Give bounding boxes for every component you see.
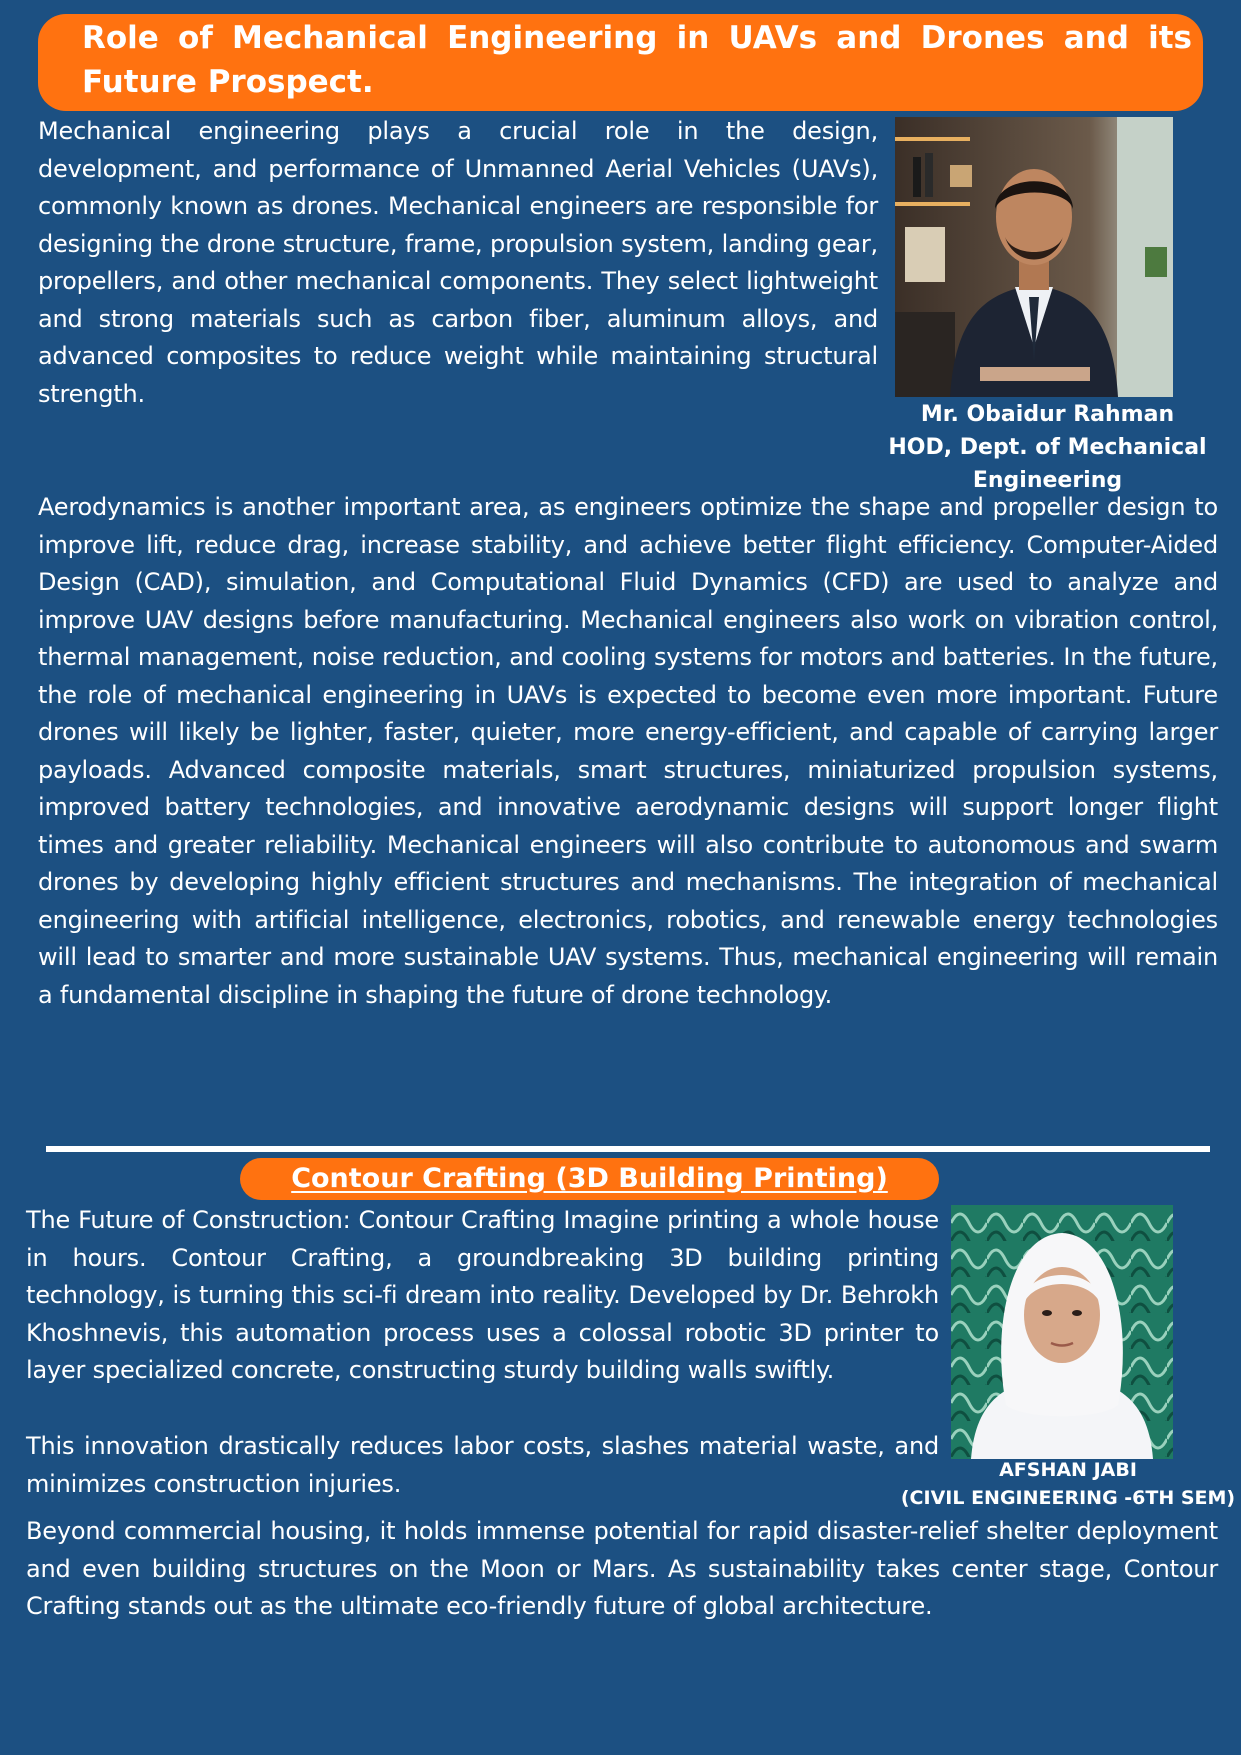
- author-role: HOD, Dept. of Mechanical Engineering: [888, 435, 1207, 493]
- section-divider: [46, 1146, 1210, 1152]
- author-photo-obaidur-rahman: [895, 117, 1173, 397]
- article1-paragraph-1: Mechanical engineering plays a crucial role in the design, development, and performance of Unmanned Aerial Vehicles (UAVs), commonly known as drones. Mechanical engineers are responsible for designing the drone structure, frame, propulsion system, landing gear, propellers, and other mechanical components. They select lightweight and strong materials such as carbon fiber, aluminum alloys, and advanced composites to reduce weight while maintaining structural strength.: [38, 117, 878, 408]
- article2-paragraph-2: This innovation drastically reduces labor costs, slashes material waste, and minimizes construction injuries.: [26, 1432, 939, 1498]
- author-role: (CIVIL ENGINEERING -6TH SEM): [900, 1487, 1236, 1509]
- article-title: Role of Mechanical Engineering in UAVs and Drones and its Future Prospect.: [82, 20, 1192, 100]
- author-photo-afshan-jabi: [951, 1205, 1173, 1459]
- author-name: AFSHAN JABI: [999, 1459, 1137, 1481]
- author2-caption: [888, 1456, 1241, 1512]
- author-name: Mr. Obaidur Rahman: [920, 402, 1175, 427]
- article1-paragraph-2: Aerodynamics is another important area, as engineers optimize the shape and propeller design to improve lift, reduce drag, increase stability, and achieve better flight efficiency. Computer-Aided Design (CAD), simulation, and Computational Fluid Dynamics (CFD) are used to analyze and improve UAV designs before manufacturing. Mechanical engineers also work on vibration control, thermal management, noise reduction, and cooling systems for motors and batteries. In the future, the role of mechanical engineering in UAVs is expected to become even more important. Future drones will likely be lighter, faster, quieter, more energy-efficient, and capable of carrying larger payloads. Advanced composite materials, smart structures, miniaturized propulsion systems, improved battery technologies, and innovative aerodynamic designs will support longer flight times and greater reliability. Mechanical engineers will also contribute to autonomous and swarm drones by developing highly efficient structures and mechanisms. The integration of mechanical engineering with artificial intelligence, electronics, robotics, and renewable energy technologies will lead to smarter and more sustainable UAV systems. Thus, mechanical engineering will remain a fundamental discipline in shaping the future of drone technology.: [38, 493, 1218, 1009]
- article2-paragraph-1: The Future of Construction: Contour Crafting Imagine printing a whole house in hours. Contour Crafting, a groundbreaking 3D building printing technology, is turning this sci-fi dream into reality. Developed by Dr. Behrokh Khoshnevis, this automation process uses a colossal robotic 3D printer to layer specialized concrete, constructing sturdy building walls swiftly.: [26, 1206, 939, 1384]
- portrait-man-in-suit-image: [895, 117, 1173, 397]
- portrait-woman-in-white-hijab-image: [951, 1205, 1173, 1459]
- section-title: Contour Crafting (3D Building Printing): [291, 1163, 888, 1194]
- author1-caption: [875, 398, 1220, 497]
- article2-paragraph-3: Beyond commercial housing, it holds immense potential for rapid disaster-relief shelter deployment and even building structures on the Moon or Mars. As sustainability takes center stage, Contour Crafting stands out as the ultimate eco-friendly future of global architecture.: [26, 1517, 1218, 1620]
